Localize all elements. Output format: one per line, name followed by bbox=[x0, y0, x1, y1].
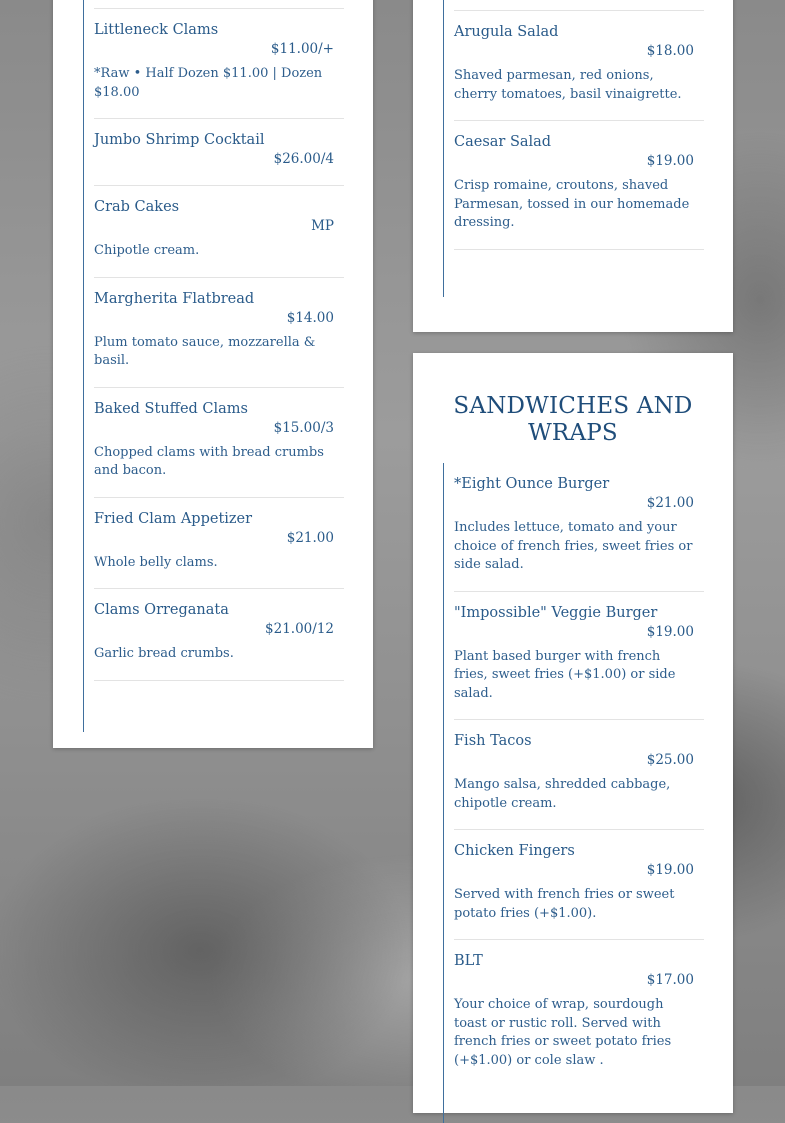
item-price: $19.00 bbox=[646, 153, 694, 169]
sandwiches-list bbox=[443, 463, 694, 1123]
item-price: $19.00 bbox=[646, 623, 694, 640]
item-description: Chopped clams with bread crumbs and bacon. bbox=[94, 444, 324, 478]
item-name: Fried Clam Appetizer bbox=[94, 510, 253, 527]
item-name: "Impossible" Veggie Burger bbox=[454, 604, 658, 621]
item-price: $19.00 bbox=[646, 862, 694, 878]
menu-item bbox=[454, 463, 704, 592]
item-description: Mango salsa, shredded cabbage, chipotle cream. bbox=[454, 777, 671, 811]
appetizers-card bbox=[53, 0, 373, 748]
item-price: $21.00/12 bbox=[265, 621, 334, 637]
menu-item bbox=[94, 8, 344, 119]
item-price: MP bbox=[311, 218, 334, 234]
menu-item bbox=[454, 121, 704, 250]
appetizers-list bbox=[83, 0, 334, 732]
menu-item bbox=[454, 11, 704, 121]
item-description: Shaved parmesan, red onions, cherry tomatoes, basil vinaigrette. bbox=[454, 68, 682, 102]
salads-list bbox=[443, 0, 694, 297]
item-description: Plant based burger with french fries, sweet fries (+$1.00) or side salad. bbox=[454, 648, 676, 701]
item-name: BLT bbox=[454, 953, 483, 969]
item-name: Littleneck Clams bbox=[94, 22, 219, 38]
menu-item bbox=[454, 830, 704, 940]
item-price: $26.00/4 bbox=[273, 151, 334, 167]
menu-item bbox=[94, 119, 344, 186]
menu-item bbox=[454, 0, 704, 11]
item-price: $15.00/3 bbox=[273, 419, 334, 436]
menu-item bbox=[454, 592, 704, 721]
menu-item bbox=[94, 388, 344, 498]
salads-card bbox=[413, 0, 733, 332]
menu-item bbox=[94, 498, 344, 590]
item-price: $21.00 bbox=[646, 495, 694, 511]
item-price: $11.00/+ bbox=[270, 41, 334, 57]
item-name: Caesar Salad bbox=[454, 134, 552, 150]
item-price: $14.00 bbox=[286, 309, 334, 326]
item-description: Garlic bread crumbs. bbox=[94, 646, 234, 661]
item-name: Chicken Fingers bbox=[454, 843, 575, 859]
item-name: Margherita Flatbread bbox=[94, 290, 255, 307]
item-description: Crisp romaine, croutons, shaved Parmesan, tossed in our homemade dressing. bbox=[454, 178, 690, 230]
item-description: Whole belly clams. bbox=[94, 554, 218, 570]
item-description: Served with french fries or sweet potato fries (+$1.00). bbox=[454, 887, 675, 921]
item-description: Includes lettuce, tomato and your choice of french fries, sweet fries or side salad. bbox=[454, 520, 693, 572]
item-name: Baked Stuffed Clams bbox=[94, 400, 248, 417]
item-description: *Raw • Half Dozen $11.00 | Dozen $18.00 bbox=[94, 66, 323, 100]
menu-item bbox=[94, 589, 344, 681]
menu-item bbox=[454, 720, 704, 830]
sandwiches-card bbox=[413, 353, 733, 1113]
item-description: Chipotle cream. bbox=[94, 243, 200, 258]
menu-item bbox=[94, 278, 344, 388]
section-title: SANDWICHES AND WRAPS bbox=[453, 393, 693, 446]
item-name: Fish Tacos bbox=[454, 733, 532, 749]
item-price: $17.00 bbox=[646, 972, 694, 988]
item-price: $21.00 bbox=[286, 529, 334, 546]
item-name: *Eight Ounce Burger bbox=[454, 476, 610, 492]
item-description: Your choice of wrap, sourdough toast or rustic roll. Served with french fries or sweet potato fries (+$1.00) or cole slaw . bbox=[454, 997, 672, 1068]
item-price: $18.00 bbox=[646, 43, 694, 59]
menu-item bbox=[454, 940, 704, 1086]
item-name: Jumbo Shrimp Cocktail bbox=[94, 132, 265, 148]
item-name: Arugula Salad bbox=[454, 24, 559, 40]
menu-item bbox=[94, 186, 344, 278]
item-name: Crab Cakes bbox=[94, 199, 180, 215]
item-description: Plum tomato sauce, mozzarella & basil. bbox=[94, 334, 316, 368]
item-name: Clams Orreganata bbox=[94, 602, 229, 618]
item-price: $25.00 bbox=[646, 752, 694, 768]
